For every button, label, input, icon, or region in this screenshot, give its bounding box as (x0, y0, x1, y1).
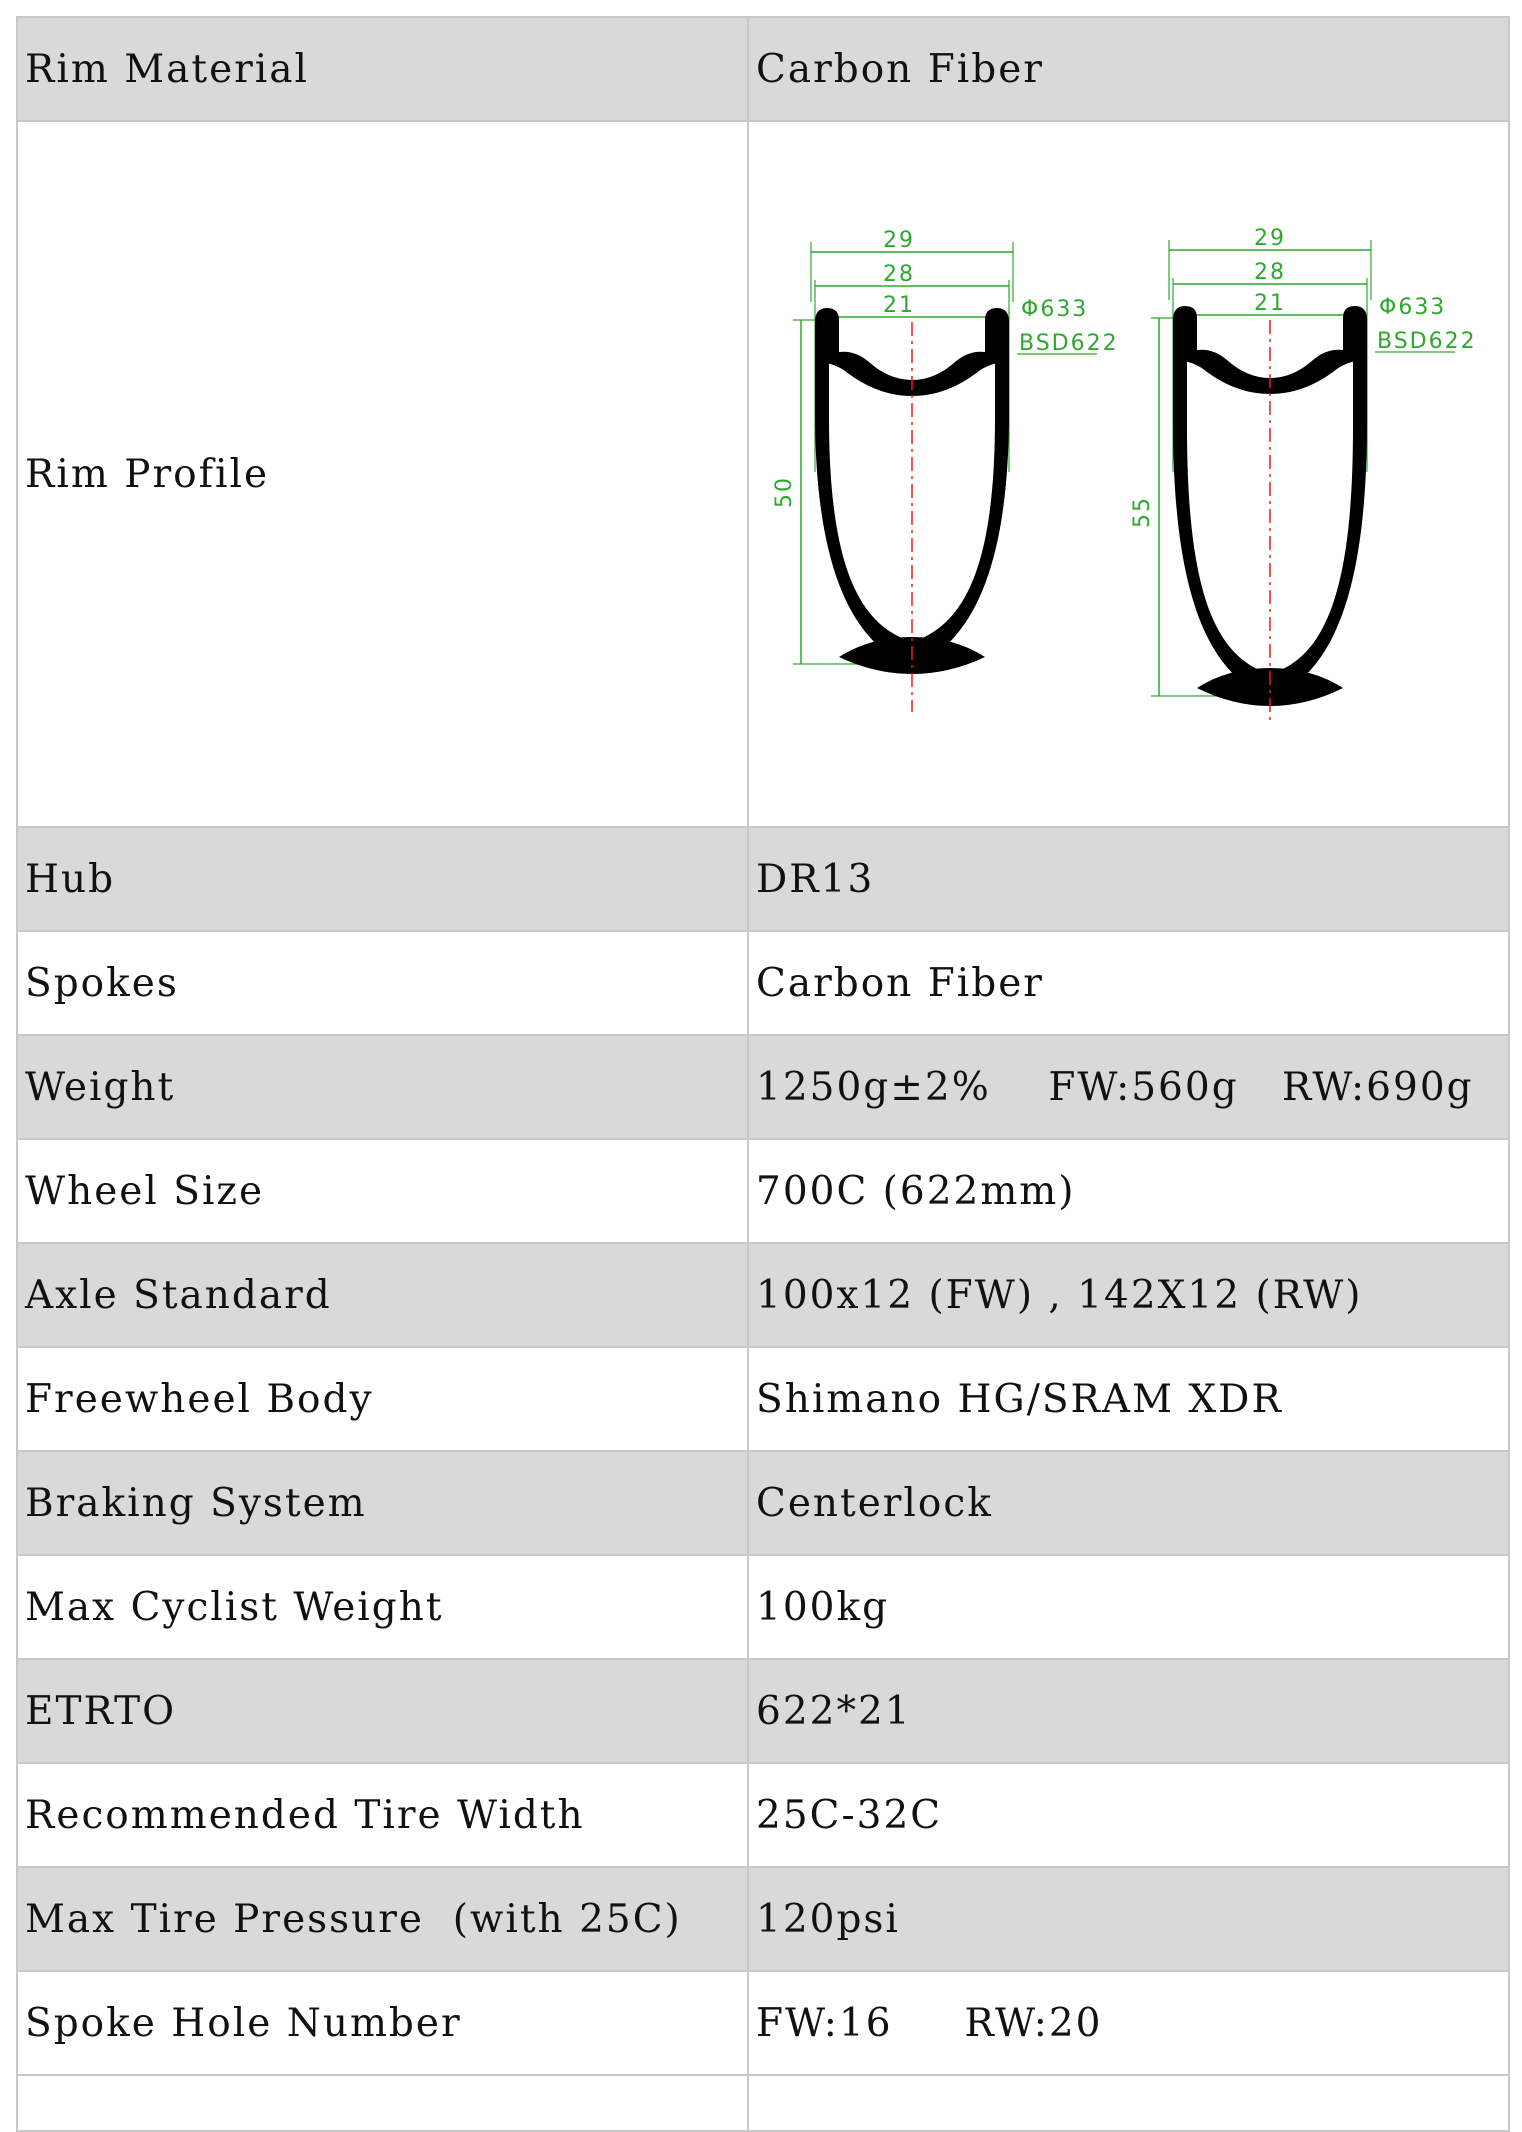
spec-label: Axle Standard (17, 1243, 748, 1347)
rim-profile-50 (772, 228, 1119, 712)
depth-label: 55 (1130, 496, 1155, 528)
spec-value: 100x12 (FW) , 142X12 (RW) (748, 1243, 1509, 1347)
spec-row-rim-profile (17, 121, 1509, 827)
spec-value: Centerlock (748, 1451, 1509, 1555)
spec-label-empty (17, 2075, 748, 2131)
spec-label: Rim Profile (17, 121, 748, 827)
outer-width-label: 29 (883, 228, 915, 253)
bsd-label: BSD622 (1377, 329, 1477, 354)
spec-value: Carbon Fiber (748, 17, 1509, 121)
spec-table (16, 16, 1510, 2132)
inner-width-label: 28 (883, 262, 915, 287)
spec-value: Shimano HG/SRAM XDR (748, 1347, 1509, 1451)
spec-value: DR13 (748, 827, 1509, 931)
spec-row-recommended-tire-width (17, 1763, 1509, 1867)
spec-row-weight (17, 1035, 1509, 1139)
depth-label: 50 (772, 476, 797, 508)
spec-value: FW:16 RW:20 (748, 1971, 1509, 2075)
spec-value: 120psi (748, 1867, 1509, 1971)
spec-row-max-tire-pressure (17, 1867, 1509, 1971)
rim-profile-drawing-cell (748, 121, 1509, 827)
spec-label: Hub (17, 827, 748, 931)
spec-value: 100kg (748, 1555, 1509, 1659)
spec-label: ETRTO (17, 1659, 748, 1763)
spec-row-wheel-size (17, 1139, 1509, 1243)
spec-row-empty (17, 2075, 1509, 2131)
spec-label: Braking System (17, 1451, 748, 1555)
spec-label: Wheel Size (17, 1139, 748, 1243)
inner-width-label: 28 (1254, 260, 1286, 285)
spec-label: Max Tire Pressure (with 25C) (17, 1867, 748, 1971)
diameter-label: Φ633 (1379, 295, 1447, 320)
bead-width-label: 21 (883, 293, 915, 318)
outer-width-label: 29 (1254, 226, 1286, 251)
spec-row-max-cyclist-weight (17, 1555, 1509, 1659)
spec-value: 1250g±2% FW:560g RW:690g (748, 1035, 1509, 1139)
spec-label: Rim Material (17, 17, 748, 121)
spec-value: 622*21 (748, 1659, 1509, 1763)
spec-label: Spokes (17, 931, 748, 1035)
spec-row-etrto (17, 1659, 1509, 1763)
spec-row-freewheel-body (17, 1347, 1509, 1451)
spec-row-hub (17, 827, 1509, 931)
spec-value: 700C (622mm) (748, 1139, 1509, 1243)
spec-row-axle-standard (17, 1243, 1509, 1347)
rim-profile-55 (1130, 226, 1477, 724)
spec-row-spoke-hole-number (17, 1971, 1509, 2075)
spec-row-braking-system (17, 1451, 1509, 1555)
diameter-label: Φ633 (1021, 297, 1089, 322)
spec-value: 25C-32C (748, 1763, 1509, 1867)
spec-label: Spoke Hole Number (17, 1971, 748, 2075)
spec-label: Freewheel Body (17, 1347, 748, 1451)
spec-row-rim-material (17, 17, 1509, 121)
bead-width-label: 21 (1254, 291, 1286, 316)
rim-profile-diagram (749, 212, 1501, 736)
bsd-label: BSD622 (1019, 331, 1119, 356)
spec-label: Max Cyclist Weight (17, 1555, 748, 1659)
spec-row-spokes (17, 931, 1509, 1035)
spec-value-empty (748, 2075, 1509, 2131)
spec-value: Carbon Fiber (748, 931, 1509, 1035)
spec-label: Weight (17, 1035, 748, 1139)
spec-label: Recommended Tire Width (17, 1763, 748, 1867)
